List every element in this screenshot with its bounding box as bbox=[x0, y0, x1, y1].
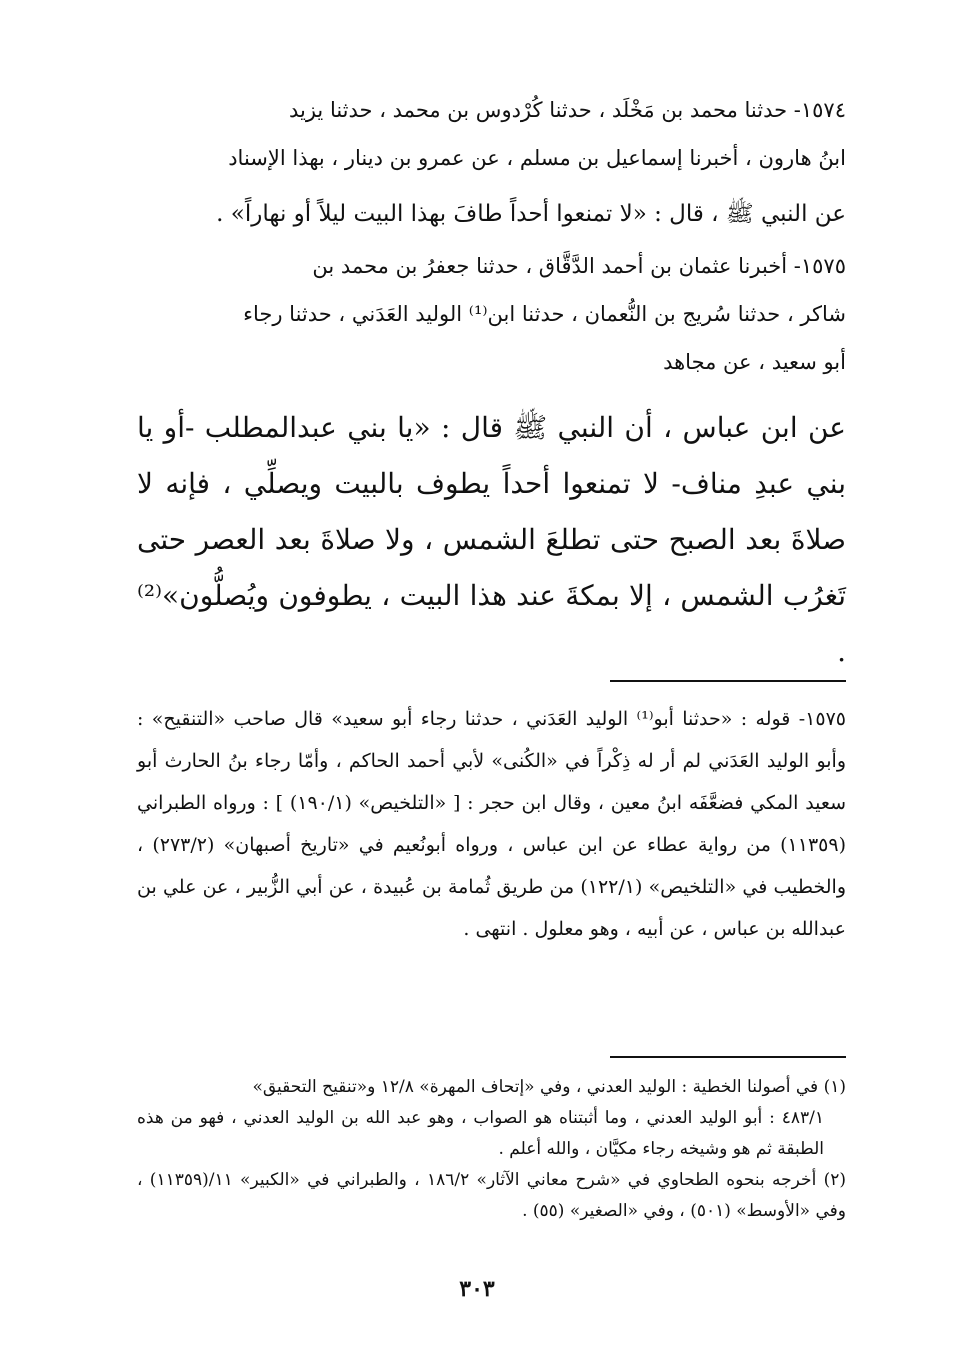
page-number: ٣٠٣ bbox=[459, 1276, 495, 1302]
hadith-1574-matn: عن النبي ﷺ ، قال : «لا تمنعوا أحداً طافَ بهذا البيت ليلاً أو نهاراً» . bbox=[216, 201, 846, 227]
footnote-2: (٢) أخرجه بنحوه الطحاوي في «شرح معاني الآثار» ١٨٦/٢ ، والطبراني في «الكبير» ١١/(١١٣٥٩) ، وفي «الأوسط» (٥٠١) ، وفي «الصغير» (٥٥) . bbox=[137, 1170, 847, 1221]
hadith-1574-isnad-line-2: ابنُ هارون ، أخبرنا إسماعيل بن مسلم ، عن عمرو بن دينار ، بهذا الإسناد bbox=[228, 146, 846, 170]
hadith-1575-isnad-line-3: أبو سعيد ، عن مجاهد bbox=[663, 350, 846, 374]
commentary bbox=[137, 698, 846, 950]
commentary-separator bbox=[610, 680, 846, 682]
hadith-1575-matn: عن ابن عباس ، أن النبي ﷺ قال : «يا بني عبدالمطلب -أو يا بني عبدِ مناف- لا تمنعوا أحداً يطوف بالبيت ويصلِّي ، فإنه لا صلاةَ بعد الصبح حتى تطلعَ الشمس ، ولا صلاةَ بعد العصر حتى تَغرُب الشمس ، إلا بمكةَ عند هذا البيت ، يطوفون ويُصلُّون»⁽²⁾ . bbox=[137, 411, 846, 668]
hadith-1574-isnad-line-1: ١٥٧٤- حدثنا محمد بن مَخْلَد ، حدثنا كُرْدوس بن محمد ، حدثنا يزيد bbox=[288, 98, 846, 122]
hadith-1575-isnad-line-2: شاكر ، حدثنا سُريج بن النُّعمان ، حدثنا ابن⁽¹⁾ الوليد العَدَني ، حدثنا رجاء bbox=[243, 302, 846, 326]
main-text bbox=[137, 86, 846, 680]
footnotes-separator bbox=[610, 1056, 846, 1058]
hadith-1575-isnad-line-1: ١٥٧٥- أخبرنا عثمان بن أحمد الدَّقَّاق ، حدثنا جعفرُ بن محمد بن bbox=[312, 254, 846, 278]
footnote-1-line-1: (١) في أصولنا الخطية : الوليد العدني ، وفي «إتحاف المهرة» ١٢/٨ و«تنقيح التحقيق» bbox=[252, 1077, 846, 1097]
footnotes bbox=[137, 1072, 846, 1227]
commentary-text: ١٥٧٥- قوله : «حدثنا أبو⁽¹⁾ الوليد العَدَني ، حدثنا رجاء أبو سعيد» قال صاحب «التنقيح» : وأبو الوليد العَدَني لم أر له ذِكْراً في «الكُنى» لأبي أحمد الحاكم ، وأمّا رجاء بنُ الحارث أبو سعيد المكي فضعَّفَه ابنُ معين ، وقال ابن حجر : [ «التلخيص» (١٩٠/١) ] : ورواه الطبراني (١١٣٥٩) من رواية عطاء عن ابن عباس ، ورواه أبونُعيم في «تاريخ أصبهان» (٢٧٣/٢) ، والخطيب في «التلخيص» (١٢٢/١) من طريق ثُمامة بن عُبيدة ، عن أبي الزُّبير ، عن علي بن عبدالله بن عباس ، عن أبيه ، وهو معلول . انتهى . bbox=[137, 708, 846, 940]
footnote-1-continuation: ٤٨٣/١ : أبو الوليد العدني ، وما أثبتناه هو الصواب ، وهو عبد الله بن الوليد العدني ، فهو من هذه الطبقة ثم هو وشيخه رجاء مكيَّان ، والله أعلم . bbox=[137, 1108, 824, 1159]
